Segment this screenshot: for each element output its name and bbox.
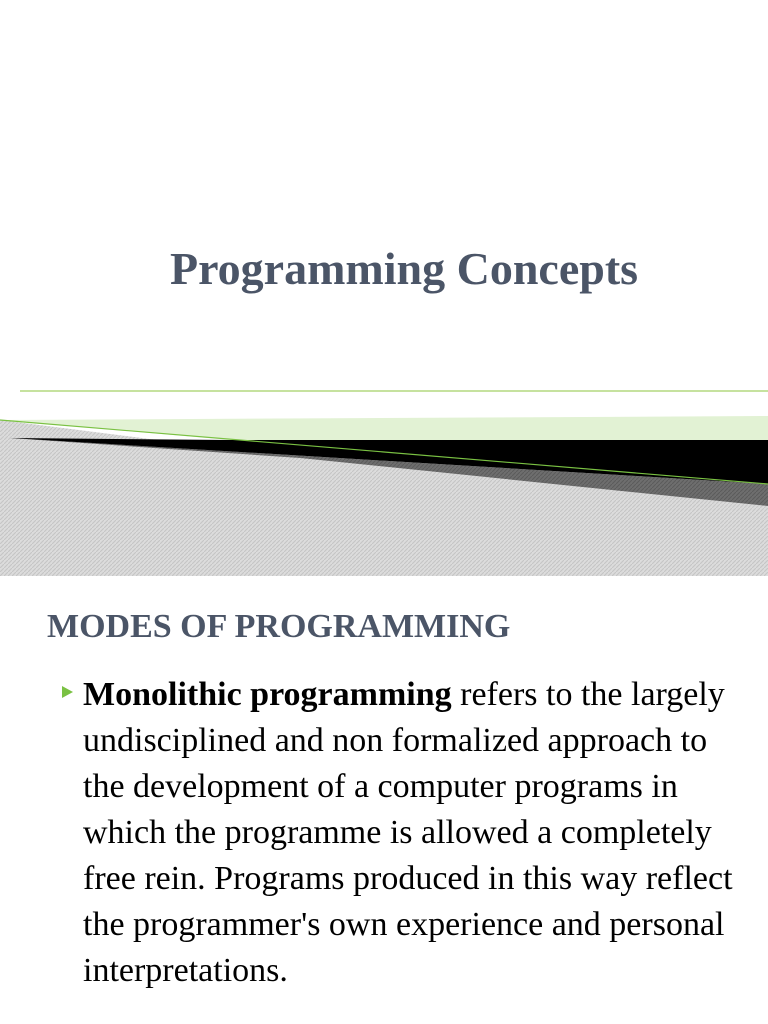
slide-title: Programming Concepts — [170, 243, 639, 294]
decorative-wedge-graphic — [0, 380, 768, 576]
bullet-paragraph — [83, 672, 733, 994]
bullet-arrow-icon — [62, 686, 73, 698]
bullet-term: Monolithic programming — [83, 676, 452, 713]
section-heading: MODES OF PROGRAMMING — [47, 608, 511, 645]
bullet-description: refers to the largely undisciplined and non formalized approach to the development of a computer programs in which the programme is allowed a completely free rein. Programs produced in this way reflect the programmer's own experience and personal interpretations. — [83, 676, 733, 989]
